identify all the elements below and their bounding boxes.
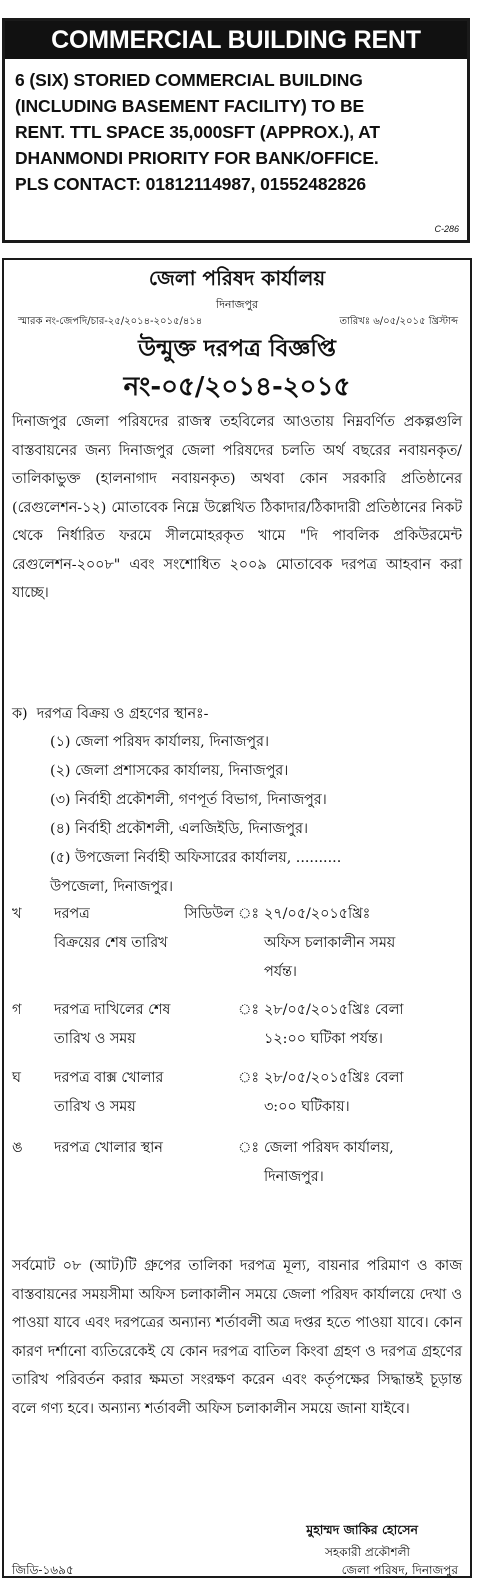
row-value-line: অফিস চলাকালীন সময় <box>264 935 396 951</box>
signatory-office: জেলা পরিষদ, দিনাজপুর <box>341 1563 458 1577</box>
row-value-line: ২৭/০৫/২০১৫খ্রিঃ <box>264 906 371 922</box>
ad-line: DHANMONDI PRIORITY FOR BANK/OFFICE. <box>15 148 379 168</box>
row-description <box>54 996 234 1054</box>
row-description <box>54 900 234 958</box>
row-desc-word: দরপত্র <box>54 906 90 922</box>
row-label: গ <box>12 1002 22 1018</box>
memo-number: স্মারক নং-জেপদি/চার-২৫/২০১৪-২০১৫/৪১৪ <box>18 316 203 327</box>
row-desc-line: দরপত্র খোলার স্থান <box>54 1140 163 1156</box>
ad-code: C-286 <box>434 224 459 234</box>
row-label: ঘ <box>12 1070 21 1086</box>
row-description <box>54 1134 234 1163</box>
list-item: (৫) উপজেলা নির্বাহী অফিসারের কার্যালয়, .......... <box>50 850 342 866</box>
tender-notice <box>2 258 472 1578</box>
row-label: ঙ <box>12 1140 23 1156</box>
section-k-title: দরপত্র বিক্রয় ও গ্রহণের স্থানঃ- <box>36 706 209 722</box>
list-item: উপজেলা, দিনাজপুর। <box>50 879 174 895</box>
ad-line: (INCLUDING BASEMENT FACILITY) TO BE <box>15 96 365 116</box>
closing-paragraph: সর্বমোট ০৮ (আট)টি গ্রুপের তালিকা দরপত্র মূল্য, বায়নার পরিমাণ ও কাজ বাস্তবায়নের সময়সীমা অফিস চলাকালীন সময়ে জেলা পরিষদ কার্যালয়ে দেখা ও পাওয়া যাবে এবং দরপত্রের অন্যান্য শর্তাবলী অত্র দপ্তর হতে পাওয়া যাবে। কোন কারণ দর্শানো ব্যতিরেকেই যে কোন দরপত্র বাতিল কিংবা গ্রহণ ও দরপত্র গ্রহণের তারিখ পরিবর্তন করার ক্ষমতা সংরক্ষণ করেন এবং কর্তৃপক্ষের সিদ্ধান্তই চূড়ান্ত বলে গণ্য হবে। অন্যান্য শর্তাবলী অফিস চলাকালীন সময়ে জানা যাইবে। <box>12 1258 462 1417</box>
list-item: (১) জেলা পরিষদ কার্যালয়, দিনাজপুর। <box>50 734 269 750</box>
row-colon: ঃ <box>238 1002 260 1018</box>
row-label: খ <box>12 906 22 922</box>
row-colon: ঃ <box>238 1070 260 1086</box>
memo-date: তারিখঃ ৬/০৫/২০১৫ খ্রিস্টাব্দ <box>339 316 458 327</box>
commercial-rent-ad <box>2 18 470 243</box>
notice-heading: উন্মুক্ত দরপত্র বিজ্ঞপ্তি <box>138 335 336 362</box>
row-value-line: জেলা পরিষদ কার্যালয়, <box>264 1140 394 1156</box>
signatory-name: মুহাম্মদ জাকির হোসেন <box>306 1522 418 1537</box>
ad-title: COMMERCIAL BUILDING RENT <box>5 21 467 59</box>
schedule-row-kha <box>12 900 462 988</box>
gd-code: জিডি-১৬৯৫ <box>12 1563 74 1577</box>
section-k-label: ক) <box>12 706 28 722</box>
row-value-line: ২৮/০৫/২০১৫খ্রিঃ বেলা <box>264 1070 404 1086</box>
row-colon: ঃ <box>238 906 260 922</box>
row-value <box>264 1064 468 1122</box>
row-description <box>54 1064 234 1122</box>
ad-line: 6 (SIX) STORIED COMMERCIAL BUILDING <box>15 70 363 90</box>
row-value-line: ৩:০০ ঘটিকায়। <box>264 1099 350 1115</box>
schedule-row-nga <box>12 1134 462 1194</box>
row-desc-line: তারিখ ও সময় <box>54 1031 136 1047</box>
list-item: (৪) নির্বাহী প্রকৌশলী, এলজিইডি, দিনাজপুর। <box>50 821 308 837</box>
row-value-line: ১২:০০ ঘটিকা পর্যন্ত। <box>264 1031 383 1047</box>
row-value <box>264 996 468 1054</box>
row-desc-line: দরপত্র বাক্স খোলার <box>54 1070 164 1086</box>
schedule-row-gha <box>12 1064 462 1124</box>
row-value <box>264 1134 468 1192</box>
row-desc-line: তারিখ ও সময় <box>54 1099 136 1115</box>
office-title: জেলা পরিষদ কার্যালয় <box>148 266 326 290</box>
section-k <box>12 700 208 728</box>
intro-paragraph: দিনাজপুর জেলা পরিষদের রাজস্ব তহবিলের আওতায় নিম্নবর্ণিত প্রকল্পগুলি বাস্তবায়নের জন্য দিনাজপুর জেলা পরিষদের চলতি অর্থ বছরের নবায়নকৃত/তালিকাভুক্ত (হালনাগাদ নবায়নকৃত) অথবা কোন সরকারি প্রতিষ্ঠানের (রেগুলেশন-১২) মোতাবেক নিম্নে উল্লেখিত ঠিকাদার/ঠিকাদারী প্রতিষ্ঠানের নিকট থেকে নির্ধারিত ফরমে সীলমোহরকৃত খামে "দি পাবলিক প্রকিউরমেন্ট রেগুলেশন-২০০৮" এবং সংশোধিত ২০০৯ মোতাবেক দরপত্র আহবান করা যাচ্ছে। <box>12 414 462 601</box>
sale-places-list <box>50 728 462 902</box>
row-colon: ঃ <box>238 1140 260 1156</box>
row-desc-line: দরপত্র দাখিলের শেষ <box>54 1002 171 1018</box>
ad-line: RENT. TTL SPACE 35,000SFT (APPROX.), AT <box>15 122 380 142</box>
row-desc-line: বিক্রয়ের শেষ তারিখ <box>54 935 168 951</box>
schedule-row-ga <box>12 996 462 1056</box>
row-value-line: দিনাজপুর। <box>264 1169 324 1185</box>
tender-number: নং-০৫/২০১৪-২০১৫ <box>123 372 351 402</box>
ad-line: PLS CONTACT: 01812114987, 01552482826 <box>15 174 367 194</box>
signatory-title: সহকারী প্রকৌশলী <box>324 1545 410 1559</box>
row-value <box>264 900 468 987</box>
row-value-line: পর্যন্ত। <box>264 964 297 980</box>
row-value-line: ২৮/০৫/২০১৫খ্রিঃ বেলা <box>264 1002 404 1018</box>
row-desc-word: সিডিউল <box>184 906 234 922</box>
district-name: দিনাজপুর <box>215 298 259 311</box>
list-item: (২) জেলা প্রশাসকের কার্যালয়, দিনাজপুর। <box>50 763 289 779</box>
ad-body <box>15 67 459 197</box>
list-item: (৩) নির্বাহী প্রকৌশলী, গণপূর্ত বিভাগ, দিনাজপুর। <box>50 792 327 808</box>
